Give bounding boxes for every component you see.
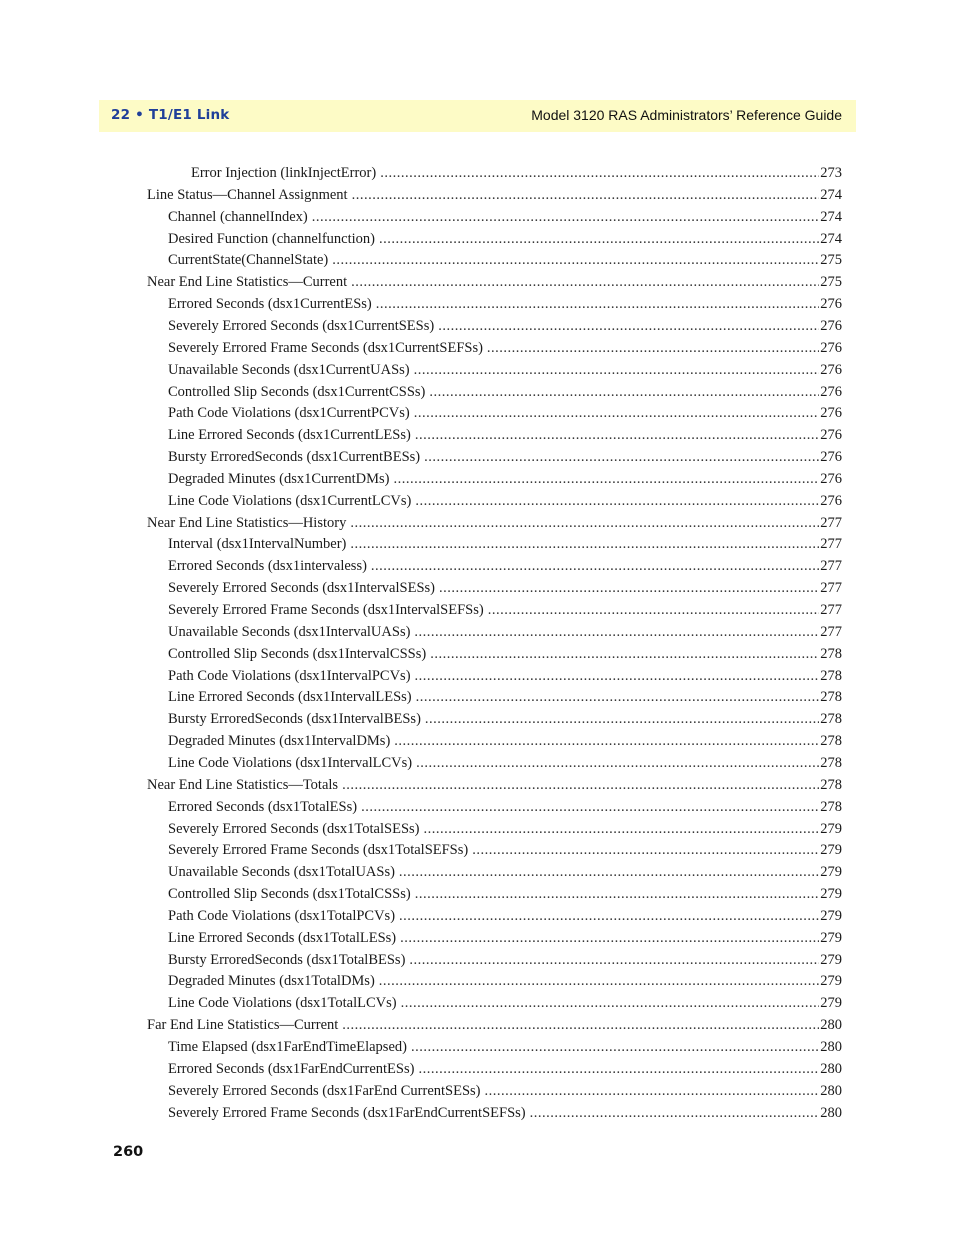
toc-entry-page: 279 — [820, 820, 842, 837]
toc-entry-page: 279 — [820, 995, 842, 1012]
toc-entry[interactable] — [168, 730, 842, 752]
dot-leader — [424, 446, 819, 468]
toc-entry[interactable] — [168, 337, 842, 359]
toc-entry-title: Controlled Slip Seconds (dsx1TotalCSSs) — [168, 886, 411, 903]
dot-leader — [376, 293, 819, 315]
toc-entry-title: Severely Errored Frame Seconds (dsx1IntervalSEFSs) — [168, 602, 484, 618]
toc-entry-title: Near End Line Statistics—History — [147, 514, 347, 531]
dot-leader — [530, 1102, 820, 1124]
toc-entry-title: Line Status—Channel Assignment — [147, 186, 348, 203]
toc-entry-page: 279 — [820, 842, 842, 859]
toc-entry-page: 278 — [820, 798, 842, 815]
toc-entry[interactable] — [191, 162, 842, 184]
dot-leader — [416, 752, 819, 774]
toc-entry[interactable] — [168, 249, 842, 271]
dot-leader — [380, 162, 819, 184]
toc-entry-page: 276 — [820, 361, 842, 378]
toc-entry-title: Severely Errored Seconds (dsx1IntervalSESs) — [168, 580, 435, 597]
toc-entry-page: 278 — [820, 667, 842, 684]
toc-entry[interactable] — [168, 315, 842, 337]
dot-leader — [416, 686, 820, 708]
toc-entry[interactable] — [168, 643, 842, 665]
dot-leader — [438, 315, 819, 337]
toc-entry-page: 279 — [820, 864, 842, 881]
toc-entry[interactable] — [168, 883, 842, 905]
dot-leader — [411, 1036, 819, 1058]
toc-entry-page: 274 — [820, 208, 842, 225]
dot-leader — [371, 555, 819, 577]
toc-entry-title: Line Code Violations (dsx1IntervalLCVs) — [168, 754, 413, 771]
dot-leader — [415, 665, 820, 687]
toc-entry-title: Unavailable Seconds (dsx1CurrentUASs) — [168, 361, 410, 378]
toc-entry-title: Time Elapsed (dsx1FarEndTimeElapsed) — [168, 1039, 407, 1055]
toc-entry-title: Controlled Slip Seconds (dsx1IntervalCSSs) — [168, 645, 427, 662]
dot-leader — [332, 249, 819, 271]
toc-entry-page: 277 — [820, 602, 842, 618]
dot-leader — [342, 1014, 819, 1036]
toc-entry-page: 277 — [820, 558, 842, 575]
toc-entry-title: Bursty ErroredSeconds (dsx1TotalBESs) — [168, 951, 406, 968]
toc-entry[interactable] — [168, 1102, 842, 1124]
toc-entry-page: 280 — [820, 1104, 842, 1121]
toc-entry-title: Severely Errored Seconds (dsx1TotalSESs) — [168, 820, 420, 837]
toc-entry-title: Errored Seconds (dsx1FarEndCurrentESs) — [168, 1060, 415, 1077]
toc-entry[interactable] — [168, 992, 842, 1014]
dot-leader — [342, 774, 819, 796]
dot-leader — [379, 970, 819, 992]
toc-entry-title: Errored Seconds (dsx1intervaless) — [168, 558, 367, 575]
dot-leader — [425, 708, 819, 730]
toc-entry-title: Severely Errored Seconds (dsx1FarEnd CurrentSESs) — [168, 1082, 481, 1099]
toc-entry[interactable] — [168, 686, 842, 708]
toc-entry-title: Degraded Minutes (dsx1IntervalDMs) — [168, 733, 391, 750]
toc-entry-title: Severely Errored Seconds (dsx1CurrentSESs) — [168, 317, 435, 334]
dot-leader — [350, 533, 819, 555]
toc-entry[interactable] — [168, 1036, 842, 1058]
toc-entry-title: Controlled Slip Seconds (dsx1CurrentCSSs) — [168, 383, 426, 400]
toc-entry[interactable] — [147, 512, 842, 534]
toc-entry-title: Errored Seconds (dsx1CurrentESs) — [168, 296, 372, 313]
toc-entry-page: 279 — [820, 951, 842, 968]
toc-entry-page: 277 — [820, 536, 842, 553]
toc-entry-page: 277 — [820, 623, 842, 640]
toc-entry[interactable] — [168, 293, 842, 315]
toc-entry-page: 274 — [820, 186, 842, 203]
dot-leader — [401, 992, 820, 1014]
toc-entry[interactable] — [168, 402, 842, 424]
toc-entry-page: 280 — [820, 1017, 842, 1034]
toc-entry-title: Error Injection (linkInjectError) — [191, 165, 377, 181]
toc-entry[interactable] — [168, 665, 842, 687]
toc-entry-title: Degraded Minutes (dsx1TotalDMs) — [168, 973, 375, 990]
toc-entry-title: Near End Line Statistics—Totals — [147, 776, 339, 793]
toc-entry[interactable] — [168, 359, 842, 381]
toc-entry-page: 276 — [820, 470, 842, 487]
dot-leader — [351, 271, 819, 293]
toc-entry[interactable] — [168, 752, 842, 774]
toc-entry-page: 275 — [820, 252, 842, 269]
toc-entry[interactable] — [168, 970, 842, 992]
dot-leader — [350, 512, 819, 534]
toc-entry-title: Bursty ErroredSeconds (dsx1IntervalBESs) — [168, 711, 421, 728]
toc-entry-page: 280 — [820, 1082, 842, 1099]
toc-entry[interactable] — [168, 927, 842, 949]
toc-entry-title: Unavailable Seconds (dsx1TotalUASs) — [168, 864, 395, 881]
dot-leader — [352, 184, 820, 206]
dot-leader — [399, 905, 819, 927]
toc-entry-title: Line Code Violations (dsx1TotalLCVs) — [168, 995, 397, 1012]
toc-entry-page: 279 — [820, 907, 842, 924]
toc-entry[interactable] — [168, 949, 842, 971]
toc-entry[interactable] — [168, 861, 842, 883]
dot-leader — [312, 206, 820, 228]
toc-entry-page: 276 — [820, 492, 842, 509]
toc-entry-title: Path Code Violations (dsx1IntervalPCVs) — [168, 667, 411, 684]
dot-leader — [487, 337, 819, 359]
toc-entry-title: Bursty ErroredSeconds (dsx1CurrentBESs) — [168, 449, 421, 466]
toc-entry-page: 278 — [820, 689, 842, 706]
toc-entry-title: Line Errored Seconds (dsx1TotalLESs) — [168, 929, 397, 946]
dot-leader — [485, 1080, 820, 1102]
toc-entry[interactable] — [168, 555, 842, 577]
toc-entry-title: Line Code Violations (dsx1CurrentLCVs) — [168, 492, 412, 509]
dot-leader — [415, 424, 819, 446]
toc-entry-title: Errored Seconds (dsx1TotalESs) — [168, 798, 358, 815]
toc-entry[interactable] — [168, 468, 842, 490]
dot-leader — [361, 796, 819, 818]
toc-entry[interactable] — [168, 424, 842, 446]
toc-entry[interactable] — [168, 381, 842, 403]
dot-leader — [439, 577, 819, 599]
toc-entry[interactable] — [147, 1014, 842, 1036]
toc-entry-title: Path Code Violations (dsx1TotalPCVs) — [168, 907, 396, 924]
toc-entry[interactable] — [168, 1080, 842, 1102]
toc-entry-page: 276 — [820, 317, 842, 334]
dot-leader — [423, 818, 819, 840]
toc-entry[interactable] — [168, 818, 842, 840]
toc-entry-page: 278 — [820, 645, 842, 662]
toc-entry-page: 279 — [820, 886, 842, 903]
dot-leader — [399, 861, 819, 883]
toc-entry[interactable] — [168, 228, 842, 250]
toc-entry[interactable] — [168, 206, 842, 228]
toc-entry[interactable] — [147, 774, 842, 796]
toc-entry-title: Unavailable Seconds (dsx1IntervalUASs) — [168, 623, 411, 640]
toc-entry-page: 280 — [820, 1039, 842, 1055]
toc-entry-page: 277 — [820, 580, 842, 597]
toc-entry[interactable] — [168, 1058, 842, 1080]
toc-entry-title: Near End Line Statistics—Current — [147, 274, 348, 291]
toc-entry-page: 280 — [820, 1060, 842, 1077]
toc-entry[interactable] — [168, 599, 842, 621]
dot-leader — [379, 228, 819, 250]
guide-title: Model 3120 RAS Administrators’ Reference Guide — [531, 107, 842, 123]
toc-entry[interactable] — [168, 490, 842, 512]
dot-leader — [418, 1058, 819, 1080]
toc-entry-title: Interval (dsx1IntervalNumber) — [168, 536, 347, 553]
toc-entry-page: 275 — [820, 274, 842, 291]
toc-entry-title: Far End Line Statistics—Current — [147, 1017, 339, 1034]
dot-leader — [415, 883, 820, 905]
toc-entry-page: 278 — [820, 711, 842, 728]
toc-entry[interactable] — [147, 184, 842, 206]
toc-entry[interactable] — [168, 446, 842, 468]
toc-entry-page: 278 — [820, 754, 842, 771]
toc-entry-page: 276 — [820, 339, 842, 356]
toc-entry-page: 273 — [820, 165, 842, 181]
dot-leader — [394, 730, 819, 752]
dot-leader — [409, 949, 819, 971]
toc-entry[interactable] — [147, 271, 842, 293]
toc-entry-title: Path Code Violations (dsx1CurrentPCVs) — [168, 405, 410, 422]
toc-entry-title: Channel (channelIndex) — [168, 208, 308, 225]
dot-leader — [488, 599, 820, 621]
toc-entry[interactable] — [168, 905, 842, 927]
toc-entry-page: 276 — [820, 383, 842, 400]
toc-entry-page: 279 — [820, 929, 842, 946]
toc-entry[interactable] — [168, 577, 842, 599]
toc-entry[interactable] — [168, 708, 842, 730]
dot-leader — [415, 490, 819, 512]
running-header — [99, 100, 856, 132]
toc-entry-page: 278 — [820, 733, 842, 750]
toc-entry-page: 276 — [820, 427, 842, 444]
toc-entry-title: Line Errored Seconds (dsx1CurrentLESs) — [168, 427, 411, 444]
toc-entry[interactable] — [168, 533, 842, 555]
dot-leader — [429, 381, 819, 403]
toc-entry-title: Severely Errored Frame Seconds (dsx1CurrentSEFSs) — [168, 339, 483, 356]
dot-leader — [414, 402, 820, 424]
toc-entry-page: 276 — [820, 405, 842, 422]
toc-entry-title: CurrentState(ChannelState) — [168, 252, 329, 269]
dot-leader — [394, 468, 820, 490]
toc-entry[interactable] — [168, 839, 842, 861]
page-number: 260 — [113, 1144, 144, 1160]
toc-entry-title: Line Errored Seconds (dsx1IntervalLESs) — [168, 689, 412, 706]
dot-leader — [414, 621, 819, 643]
toc-entry-title: Degraded Minutes (dsx1CurrentDMs) — [168, 470, 390, 487]
toc-entry-page: 279 — [820, 973, 842, 990]
toc-entry-title: Severely Errored Frame Seconds (dsx1FarEndCurrentSEFSs) — [168, 1104, 526, 1121]
dot-leader — [430, 643, 819, 665]
toc-entry-page: 276 — [820, 296, 842, 313]
toc-entry-title: Severely Errored Frame Seconds (dsx1TotalSEFSs) — [168, 842, 469, 859]
toc-entry-title: Desired Function (channelfunction) — [168, 230, 375, 247]
toc-entry-page: 278 — [820, 776, 842, 793]
dot-leader — [472, 839, 819, 861]
chapter-label: 22 • T1/E1 Link — [111, 107, 230, 123]
dot-leader — [414, 359, 820, 381]
toc-entry-page: 274 — [820, 230, 842, 247]
toc-entry[interactable] — [168, 621, 842, 643]
toc-entry[interactable] — [168, 796, 842, 818]
dot-leader — [400, 927, 819, 949]
toc-entry-page: 276 — [820, 449, 842, 466]
toc-entry-page: 277 — [820, 514, 842, 531]
